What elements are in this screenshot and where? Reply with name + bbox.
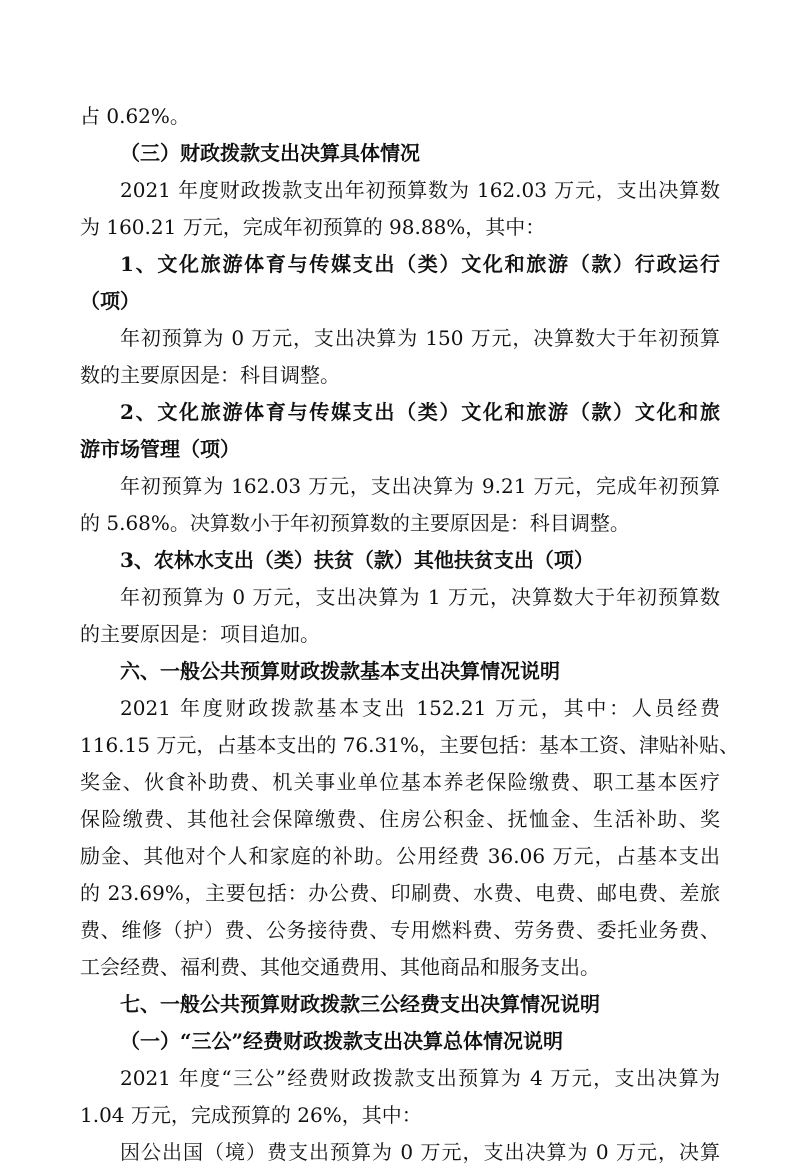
paragraph-line: 2021 年度“三公”经费财政拨款支出预算为 4 万元，支出决算为	[120, 1066, 720, 1090]
paragraph-line: 数的主要原因是：科目调整。	[80, 363, 340, 387]
paragraph-line: 的 5.68%。决算数小于年初预算数的主要原因是：科目调整。	[80, 511, 630, 535]
paragraph-line: 年初预算为 0 万元，支出决算为 1 万元，决算数大于年初预算数	[120, 585, 720, 609]
heading-line: （项）	[80, 289, 140, 313]
paragraph-line: 1.04 万元，完成预算的 26%，其中：	[80, 1103, 422, 1127]
paragraph-line: 费、维修（护）费、公务接待费、专用燃料费、劳务费、委托业务费、	[80, 918, 720, 942]
paragraph-line: 116.15 万元，占基本支出的 76.31%，主要包括：基本工资、津贴补贴、	[80, 733, 739, 757]
paragraph-line: 因公出国（境）费支出预算为 0 万元，支出决算为 0 万元，决算	[120, 1140, 720, 1164]
paragraph-line: 的主要原因是：项目追加。	[80, 622, 320, 646]
paragraph-line: 工会经费、福利费、其他交通费用、其他商品和服务支出。	[80, 955, 600, 979]
heading-line: （一）“三公”经费财政拨款支出决算总体情况说明	[120, 1029, 564, 1053]
heading-line: 游市场管理（项）	[80, 437, 240, 461]
paragraph-line: 励金、其他对个人和家庭的补助。公用经费 36.06 万元，占基本支出	[80, 844, 720, 868]
heading-line: 2、文化旅游体育与传媒支出（类）文化和旅游（款）文化和旅	[120, 400, 720, 424]
heading-line: 七、一般公共预算财政拨款三公经费支出决算情况说明	[120, 992, 600, 1016]
paragraph-line: 奖金、伙食补助费、机关事业单位基本养老保险缴费、职工基本医疗	[80, 770, 720, 794]
heading-line: 3、农林水支出（类）扶贫（款）其他扶贫支出（项）	[120, 548, 594, 572]
document-body	[80, 98, 739, 1171]
paragraph-line: 保险缴费、其他社会保障缴费、住房公积金、抚恤金、生活补助、奖	[80, 807, 720, 831]
heading-line: 六、一般公共预算财政拨款基本支出决算情况说明	[120, 659, 560, 683]
paragraph-line: 2021 年度财政拨款支出年初预算数为 162.03 万元，支出决算数	[120, 178, 720, 202]
paragraph-line: 占 0.62%。	[80, 104, 190, 128]
paragraph-line: 年初预算为 0 万元，支出决算为 150 万元，决算数大于年初预算	[120, 326, 720, 350]
paragraph-line: 年初预算为 162.03 万元，支出决算为 9.21 万元，完成年初预算	[120, 474, 720, 498]
paragraph-line: 为 160.21 万元，完成年初预算的 98.88%，其中：	[80, 215, 546, 239]
paragraph-line: 2021 年度财政拨款基本支出 152.21 万元，其中：人员经费	[120, 696, 720, 720]
heading-line: （三）财政拨款支出决算具体情况	[120, 141, 420, 165]
heading-line: 1、文化旅游体育与传媒支出（类）文化和旅游（款）行政运行	[120, 252, 720, 276]
paragraph-line: 的 23.69%，主要包括：办公费、印刷费、水费、电费、邮电费、差旅	[80, 881, 720, 905]
